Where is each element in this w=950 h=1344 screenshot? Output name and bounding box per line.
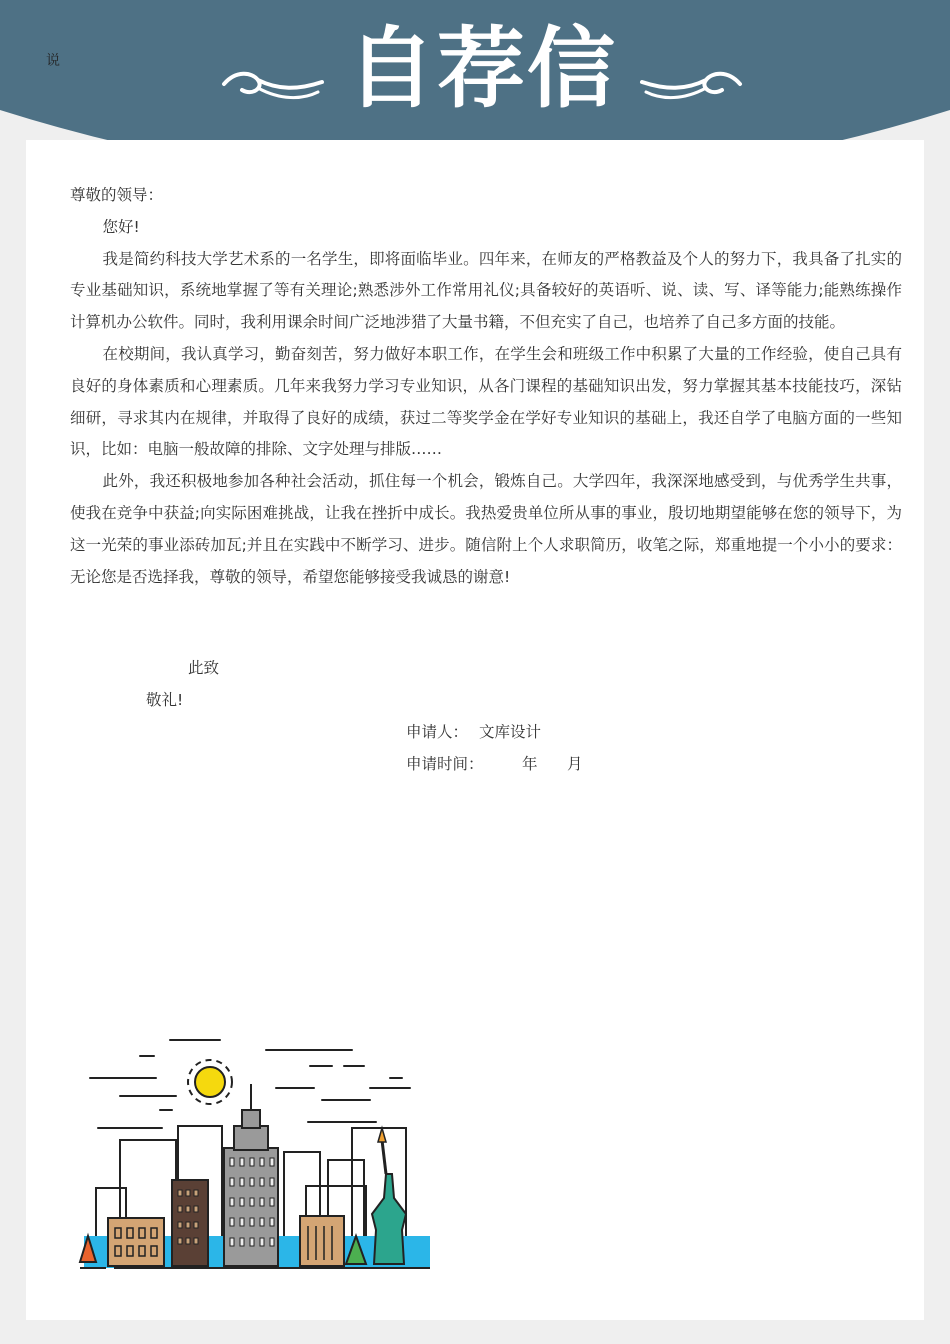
right-flourish-icon xyxy=(636,66,746,102)
applicant-name: 文库设计 xyxy=(479,723,542,741)
paragraph: 此外，我还积极地参加各种社会活动，抓住每一个机会，锻炼自己。大学四年，我深深地感受到，与优秀学生共事，使我在竞争中获益;向实际困难挑战，让我在挫折中成长。我热爱贵单位所从事的事业，殷切地期望能够在您的领导下，为这一光荣的事业添砖加瓦;并且在实践中不断学习、进步。随信附上个人求职简历，收笔之际，郑重地提一个小小的要求：无论您是否选择我，尊敬的领导，希望您能够接受我诚恳的谢意! xyxy=(70,472,902,586)
greeting: 您好! xyxy=(102,217,140,236)
page-title: 自荐信 xyxy=(346,17,617,120)
closing-regards: 敬礼! xyxy=(146,691,184,709)
left-flourish-icon xyxy=(218,66,328,102)
corner-note: 说 xyxy=(46,53,60,69)
applicant-label: 申请人： xyxy=(406,723,469,741)
closing-line: 此致 xyxy=(188,659,220,677)
date-label: 申请时间： xyxy=(406,755,484,773)
letter-body xyxy=(70,180,902,593)
city-skyline-illustration xyxy=(70,1030,440,1280)
salutation: 尊敬的领导： xyxy=(70,186,164,204)
paragraph: 在校期间，我认真学习，勤奋刻苦，努力做好本职工作，在学生会和班级工作中积累了大量的工作经验，使自己具有良好的身体素质和心理素质。几年来我努力学习专业知识，从各门课程的基础知识出发，努力掌握其基本技能技巧，深钻细研，寻求其内在规律，并取得了良好的成绩，获过二等奖学金在学好专业知识的基础上，我还自学了电脑方面的一些知识，比如：电脑一般故障的排除、文字处理与排版…… xyxy=(70,344,902,459)
month-label: 月 xyxy=(567,755,583,773)
paragraph: 我是简约科技大学艺术系的一名学生，即将面临毕业。四年来，在师友的严格教益及个人的努力下，我具备了扎实的专业基础知识，系统地掌握了等有关理论;熟悉涉外工作常用礼仪;具备较好的英语听、说、读、写、译等能力;能熟练操作计算机办公软件。同时，我利用课余时间广泛地涉猎了大量书籍，不但充实了自己，也培养了自己多方面的技能。 xyxy=(70,249,902,332)
year-label: 年 xyxy=(522,755,538,773)
